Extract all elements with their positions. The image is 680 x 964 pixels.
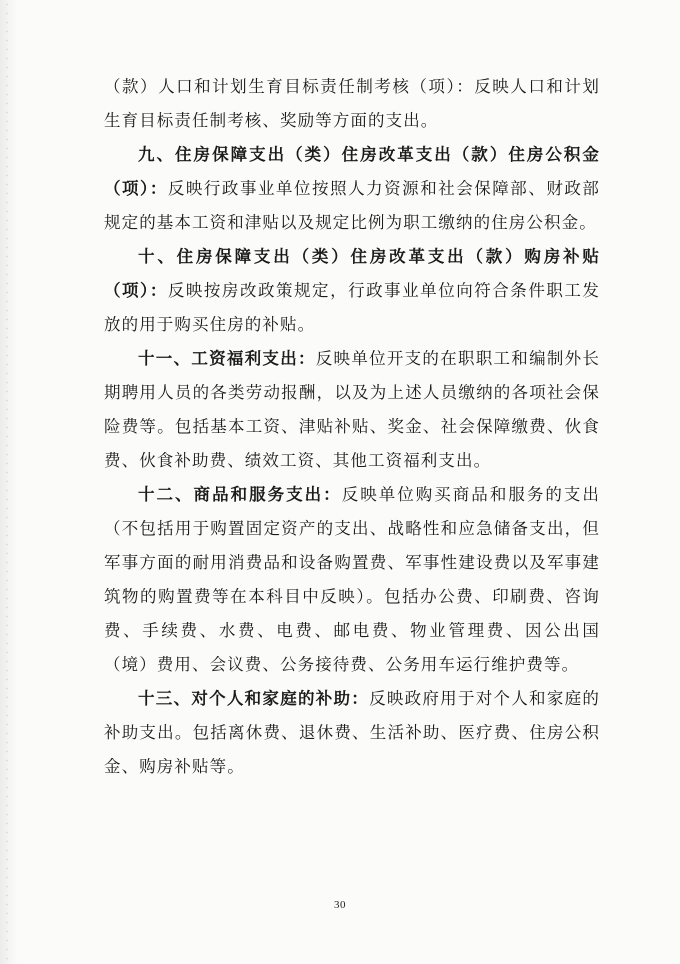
paragraph-2-text: 反映行政事业单位按照人力资源和社会保障部、财政部规定的基本工资和津贴以及规定比例为职工缴纳的住房公积金。 bbox=[104, 179, 601, 232]
paragraph-1 bbox=[104, 70, 600, 138]
paragraph-4-text: 反映单位开支的在职职工和编制外长期聘用人员的各类劳动报酬，以及为上述人员缴纳的各项社会保险费等。包括基本工资、津贴补贴、奖金、社会保障缴费、伙食费、伙食补助费、绩效工资、其他工资福利支出。 bbox=[104, 349, 600, 470]
paragraph-5-text: 反映单位购买商品和服务的支出（不包括用于购置固定资产的支出、战略性和应急储备支出，但军事方面的耐用消费品和设备购置费、军事性建设费以及军事建筑物的购置费等在本科目中反映）。包括办公费、印刷费、咨询费、手续费、水费、电费、邮电费、物业管理费、因公出国（境）费用、会议费、公务接待费、公务用车运行维护费等。 bbox=[104, 485, 600, 674]
paragraph-5 bbox=[104, 478, 600, 682]
paragraph-6-head: 十三、对个人和家庭的补助： bbox=[138, 689, 370, 708]
paragraph-3-text: 反映按房改政策规定，行政事业单位向符合条件职工发放的用于购买住房的补贴。 bbox=[104, 281, 601, 334]
paragraph-2 bbox=[104, 138, 600, 240]
paragraph-6 bbox=[104, 682, 600, 784]
paragraph-1-text: （款）人口和计划生育目标责任制考核（项）：反映人口和计划生育目标责任制考核、奖励等方面的支出。 bbox=[104, 77, 600, 130]
document-body bbox=[104, 70, 600, 784]
paragraph-2-head: 九、住房保障支出（类）住房改革支出（款）住房公积金（项）： bbox=[104, 145, 600, 198]
paragraph-6-text: 反映政府用于对个人和家庭的补助支出。包括离休费、退休费、生活补助、医疗费、住房公积金、购房补贴等。 bbox=[104, 689, 600, 776]
paragraph-4 bbox=[104, 342, 600, 478]
paragraph-5-head: 十二、商品和服务支出： bbox=[138, 485, 342, 504]
paragraph-3 bbox=[104, 240, 600, 342]
paragraph-4-head: 十一、工资福利支出： bbox=[138, 349, 316, 368]
scan-edge-dots bbox=[4, 0, 10, 964]
paragraph-3-head: 十、住房保障支出（类）住房改革支出（款）购房补贴（项）： bbox=[104, 247, 600, 300]
page-number: 30 bbox=[334, 899, 346, 911]
